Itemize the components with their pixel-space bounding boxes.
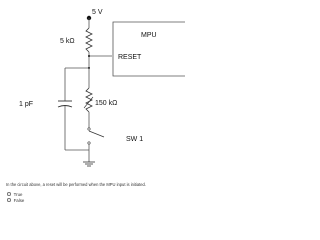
switch-contact-top	[88, 128, 90, 130]
reset-label: RESET	[118, 54, 142, 61]
question-text: In the circuit above, a reset will be performed when the MPU input is initiated.	[6, 182, 146, 187]
switch-contact-bottom	[88, 142, 90, 144]
radio-false[interactable]	[7, 198, 11, 202]
switch-blade	[89, 131, 104, 137]
resistor-150k-label: 150 kΩ	[95, 100, 118, 107]
resistor-5k-label: 5 kΩ	[60, 38, 75, 45]
mpu-label: MPU	[141, 32, 157, 39]
supply-label: 5 V	[92, 9, 103, 16]
resistor-150k	[86, 88, 92, 112]
switch-label: SW 1	[126, 136, 144, 143]
option-false[interactable]	[7, 197, 24, 203]
answer-options	[7, 191, 24, 203]
resistor-5k	[86, 28, 92, 52]
capacitor-label: 1 pF	[19, 101, 34, 108]
circuit-diagram	[0, 0, 200, 180]
option-false-label: False	[13, 197, 25, 203]
radio-true[interactable]	[7, 192, 11, 196]
reset-junction	[88, 55, 90, 57]
mpu-box	[113, 22, 185, 76]
option-true-label: True	[13, 191, 23, 197]
